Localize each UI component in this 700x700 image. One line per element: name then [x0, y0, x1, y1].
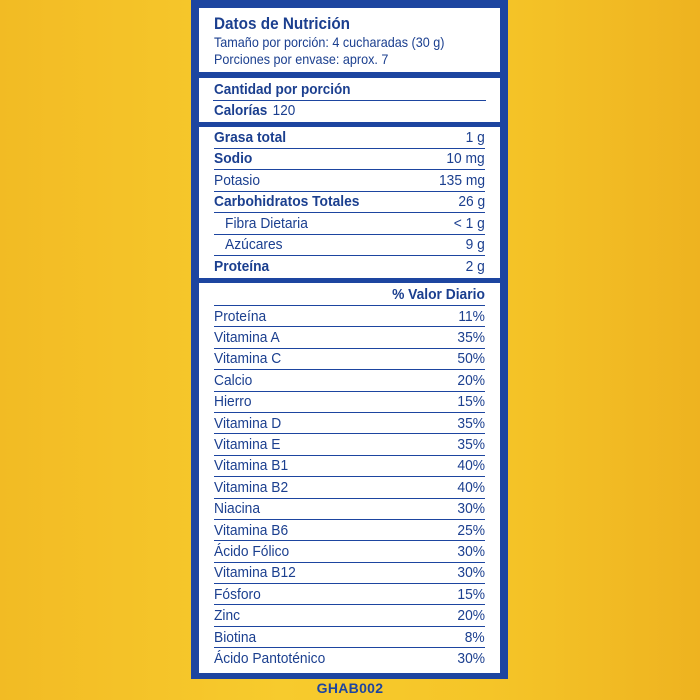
table-row: [214, 477, 485, 498]
table-row: [214, 149, 485, 171]
table-row: [214, 541, 485, 562]
table-row: [214, 456, 485, 477]
servings-per-container: Porciones por envase: aprox. 7: [214, 51, 389, 67]
table-row: [214, 192, 485, 214]
table-row: [214, 213, 485, 235]
table-row: [214, 327, 485, 348]
row-label: Niacina: [214, 500, 261, 518]
row-label: Vitamina D: [214, 414, 282, 432]
table-row: [214, 370, 485, 391]
row-value: 30%: [457, 564, 485, 582]
row-label: Vitamina A: [214, 329, 280, 347]
row-label: Biotina: [214, 628, 257, 646]
row-label: Proteína: [214, 258, 270, 276]
table-row: [214, 563, 485, 584]
product-code: GHAB002: [316, 680, 384, 696]
row-value: 35%: [457, 329, 485, 347]
row-value: 11%: [458, 307, 485, 325]
row-label: Potasio: [214, 171, 261, 189]
table-row: [214, 349, 485, 370]
row-label: Calcio: [214, 371, 253, 389]
daily-value-header: [214, 283, 485, 306]
row-value: 1 g: [465, 128, 485, 146]
row-label: Zinc: [214, 607, 241, 625]
row-label: Azúcares: [225, 236, 283, 254]
nutrition-header-box: [199, 8, 500, 72]
table-row: [214, 605, 485, 626]
daily-value-list: [214, 306, 485, 670]
table-row: [214, 392, 485, 413]
row-label: Vitamina C: [214, 350, 282, 368]
table-row: [214, 170, 485, 192]
row-label: Vitamina B2: [214, 478, 289, 496]
table-row: [214, 127, 485, 149]
table-row: [214, 306, 485, 327]
row-value: 40%: [457, 457, 485, 475]
row-value: 30%: [457, 500, 485, 518]
row-value: 9 g: [465, 236, 485, 254]
table-row: [214, 584, 485, 605]
daily-value-box: [199, 283, 500, 673]
row-label: Vitamina B1: [214, 457, 289, 475]
table-row: [214, 413, 485, 434]
calories-value: 120: [272, 102, 296, 119]
row-label: Sodio: [214, 150, 253, 168]
amount-per-serving-title: Cantidad por porción: [214, 81, 351, 98]
table-row: [214, 520, 485, 541]
row-label: Ácido Pantoténico: [214, 650, 326, 668]
row-label: Vitamina B12: [214, 564, 296, 582]
row-value: 25%: [457, 521, 485, 539]
calories-label: Calorías: [214, 102, 268, 119]
nutrients-box: [199, 127, 500, 278]
row-value: 40%: [457, 478, 485, 496]
row-label: Grasa total: [214, 128, 287, 146]
serving-size: Tamaño por porción: 4 cucharadas (30 g): [214, 34, 445, 50]
daily-value-header-label: % Valor Diario: [392, 285, 485, 303]
row-value: 30%: [457, 542, 485, 560]
label-title: Datos de Nutrición: [214, 14, 351, 33]
table-row: [214, 627, 485, 648]
row-value: 15%: [457, 585, 485, 603]
row-value: 35%: [457, 436, 485, 454]
table-row: [214, 235, 485, 257]
row-value: 20%: [457, 607, 485, 625]
row-label: Hierro: [214, 393, 252, 411]
row-value: 26 g: [458, 193, 485, 211]
row-value: 2 g: [465, 258, 485, 276]
row-value: 10 mg: [446, 150, 485, 168]
amount-per-serving-box: [199, 78, 500, 122]
calories-row: [214, 101, 458, 121]
row-value: 15%: [457, 393, 485, 411]
row-label: Ácido Fólico: [214, 542, 290, 560]
row-value: 20%: [457, 371, 485, 389]
row-value: 30%: [457, 650, 485, 668]
table-row: [214, 434, 485, 455]
row-label: Carbohidratos Totales: [214, 193, 360, 211]
row-label: Fibra Dietaria: [225, 214, 308, 232]
row-value: 35%: [457, 414, 485, 432]
row-value: 135 mg: [438, 171, 485, 189]
row-label: Vitamina B6: [214, 521, 289, 539]
nutrient-list: [214, 127, 485, 278]
row-value: < 1 g: [453, 214, 485, 232]
table-row: [214, 648, 485, 669]
table-row: [214, 256, 485, 278]
row-value: 8%: [465, 628, 485, 646]
row-label: Proteína: [214, 307, 267, 325]
row-label: Fósforo: [214, 585, 261, 603]
row-label: Vitamina E: [214, 436, 281, 454]
table-row: [214, 499, 485, 520]
row-value: 50%: [457, 350, 485, 368]
